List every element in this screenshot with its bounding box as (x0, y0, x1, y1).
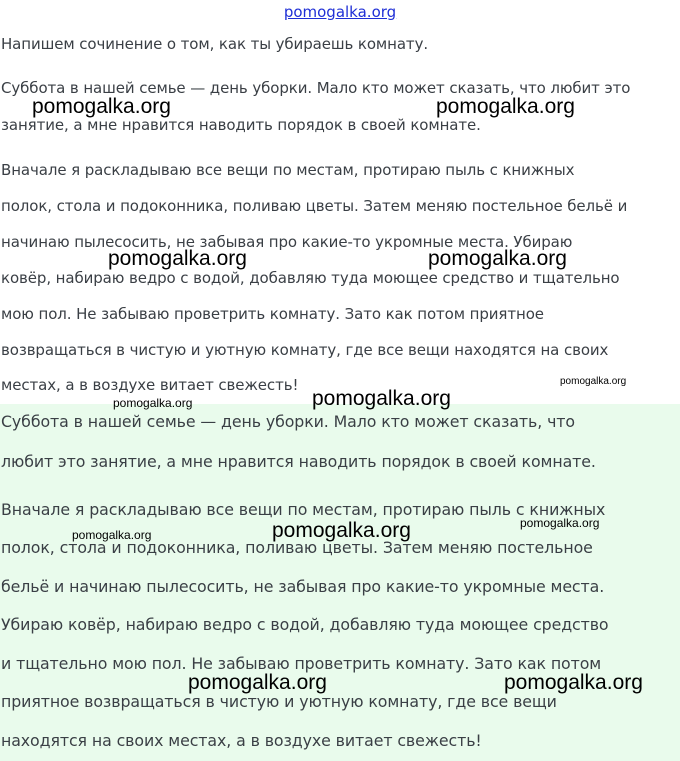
essay-line: полок, стола и подоконника, поливаю цветы. Затем меняю постельное (1, 538, 593, 557)
essay-line: местах, а в воздухе витает свежесть! (1, 376, 299, 394)
essay-line: Убираю ковёр, набираю ведро с водой, добавляю туда моющее средство (1, 615, 609, 634)
watermark: pomogalka.org (32, 95, 171, 118)
essay-line: ковёр, набираю ведро с водой, добавляю туда моющее средство и тщательно (1, 269, 620, 287)
watermark: pomogalka.org (560, 376, 627, 387)
watermark: pomogalka.org (312, 387, 451, 410)
essay-line: занятие, а мне нравится наводить порядок в своей комнате. (1, 116, 481, 134)
essay-line: и тщательно мою пол. Не забываю проветрить комнату. Зато как потом (1, 654, 602, 673)
essay-line: Вначале я раскладываю все вещи по местам, протираю пыль с книжных (1, 500, 606, 519)
essay-text-highlighted (0, 404, 680, 761)
watermark: pomogalka.org (72, 528, 152, 542)
watermark: pomogalka.org (272, 519, 411, 542)
watermark: pomogalka.org (188, 671, 327, 694)
essay-line: Вначале я раскладываю все вещи по местам, протираю пыль с книжных (1, 161, 575, 179)
essay-line: мою пол. Не забываю проветрить комнату. Зато как потом приятное (1, 305, 544, 323)
essay-line: возвращаться в чистую и уютную комнату, где все вещи находятся на своих (1, 341, 609, 359)
watermark: pomogalka.org (108, 247, 247, 270)
watermark: pomogalka.org (436, 95, 575, 118)
watermark: pomogalka.org (520, 516, 600, 530)
essay-line: начинаю пылесосить, не забывая про какие-то укромные места. Убираю (1, 233, 573, 251)
watermark: pomogalka.org (504, 671, 643, 694)
essay-line: бельё и начинаю пылесосить, не забывая про какие-то укромные места. (1, 577, 605, 596)
essay-line: Суббота в нашей семье — день уборки. Мало кто может сказать, что любит это (1, 79, 631, 97)
site-link[interactable]: pomogalka.org (283, 3, 397, 21)
essay-line: приятное возвращаться в чистую и уютную комнату, где все вещи (1, 692, 557, 711)
essay-line: находятся на своих местах, а в воздухе витает свежесть! (1, 731, 482, 750)
task-heading: Напишем сочинение о том, как ты убираешь комнату. (1, 35, 429, 53)
essay-line: любит это занятие, а мне нравится наводить порядок в своей комнате. (1, 452, 596, 471)
watermark: pomogalka.org (428, 247, 567, 270)
essay-line: полок, стола и подоконника, поливаю цветы. Затем меняю постельное бельё и (1, 197, 628, 215)
watermark: pomogalka.org (113, 396, 193, 410)
essay-line: Суббота в нашей семье — день уборки. Мало кто может сказать, что (1, 412, 575, 431)
